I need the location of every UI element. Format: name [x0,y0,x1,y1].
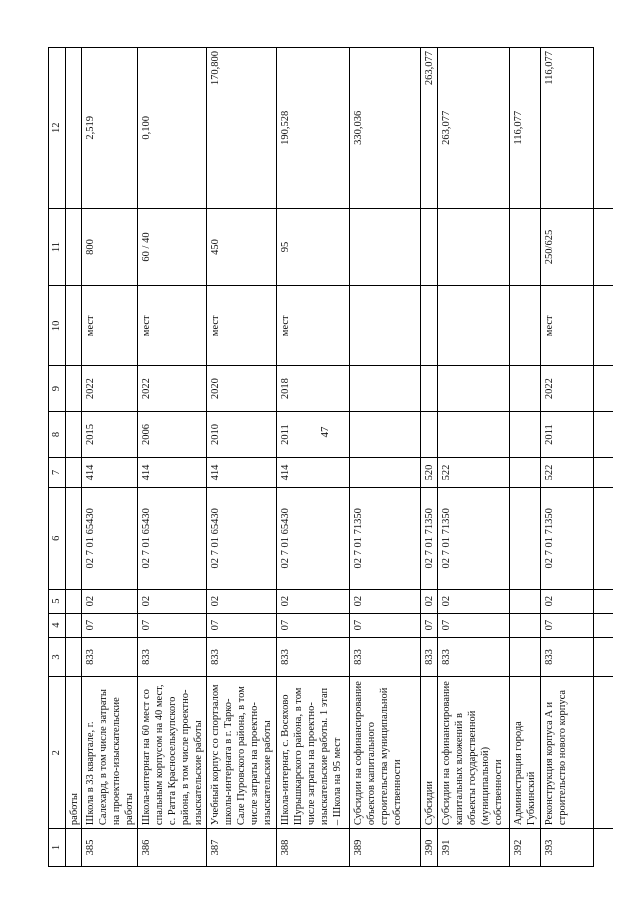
cell-unit [438,285,509,365]
cell-number: 389 [350,828,420,866]
cell-unit [350,285,420,365]
cell-type: 414 [82,457,137,487]
cell-code: 833 [138,637,206,677]
cell-section [66,613,81,637]
cell-amount: 2,519 [85,115,96,140]
cell-code: 833 [541,637,613,677]
cell-type: 520 [421,457,437,487]
cell-code: 833 [421,637,437,677]
cell-amount: 263,077 [424,51,435,86]
cell-type: 522 [438,457,509,487]
cell-capacity [438,208,509,286]
cell-target: 02 7 01 65430 [138,487,206,589]
cell-type: 414 [277,457,349,487]
cell-target: 02 7 01 71350 [438,487,509,589]
cell-number: 392 [510,828,540,866]
cell-capacity [66,208,81,286]
cell-number: 391 [438,828,509,866]
header-col-10: 10 [49,285,65,365]
header-col-4: 4 [49,613,65,637]
cell-capacity: 95 [277,208,349,286]
cell-end: 2022 [82,365,137,411]
cell-subsection [510,589,540,613]
cell-number: 386 [138,828,206,866]
cell-amount: 330,036 [353,110,364,145]
cell-number [66,828,81,866]
cell-section [510,613,540,637]
table-row [82,48,138,866]
cell-subsection: 02 [138,589,206,613]
cell-unit: мест [207,285,276,365]
cell-number: 388 [277,828,349,866]
cell-subsection: 02 [350,589,420,613]
cell-name: Школа в 33 квартале, г. Салехард, в том числе затраты на проектно-изыскательские работы [82,676,137,828]
cell-start [350,411,420,457]
header-col-8: 8 [49,411,65,457]
cell-start: 2011 [277,411,349,457]
cell-target [66,487,81,589]
header-col-1: 1 [49,828,65,866]
header-col-3: 3 [49,637,65,677]
cell-code: 833 [207,637,276,677]
cell-section: 07 [138,613,206,637]
table-row [510,48,541,866]
cell-subsection: 02 [82,589,137,613]
table-row [438,48,510,866]
cell-unit: мест [277,285,349,365]
table-row [207,48,277,866]
cell-end: 2022 [541,365,613,411]
table-row [350,48,421,866]
cell-end: 2018 [277,365,349,411]
cell-subsection [66,589,81,613]
cell-name: Учебный корпус со спортзалом школы-интерната в г. Тарко-Сале Пуровского района, в том числе затраты на проектно-изыскательские работы [207,676,276,828]
cell-target [510,487,540,589]
cell-unit [66,285,81,365]
cell-subsection: 02 [541,589,613,613]
cell-target: 02 7 01 65430 [277,487,349,589]
cell-subsection: 02 [438,589,509,613]
cell-capacity: 800 [82,208,137,286]
cell-name: Школа-интернат на 60 мест со спальным корпусом на 40 мест, с. Ратта Красноселькупского района, в том числе проектно-изыскательские работы [138,676,206,828]
cell-type: 522 [541,457,613,487]
cell-end [421,365,437,411]
cell-target: 02 7 01 65430 [207,487,276,589]
cell-code [510,637,540,677]
cell-subsection: 02 [421,589,437,613]
cell-start: 2006 [138,411,206,457]
page-number: 47 [319,426,331,438]
cell-start [438,411,509,457]
cell-amount: 190,528 [280,110,291,145]
cell-start [510,411,540,457]
cell-section: 07 [207,613,276,637]
cell-target: 02 7 01 71350 [421,487,437,589]
cell-start [421,411,437,457]
cell-capacity: 250/625 [541,208,613,286]
cell-end [66,365,81,411]
cell-capacity [421,208,437,286]
cell-start [66,411,81,457]
cell-name: Администрация города Губкинский [510,676,540,828]
cell-amount: 0,100 [141,115,152,140]
cell-subsection: 02 [277,589,349,613]
cell-amount: 116,077 [513,110,524,145]
cell-capacity [510,208,540,286]
cell-number: 390 [421,828,437,866]
table-header-row [49,48,66,866]
cell-section: 07 [277,613,349,637]
cell-type [66,457,81,487]
cell-number: 385 [82,828,137,866]
cell-target: 02 7 01 71350 [541,487,613,589]
cell-start: 2011 [541,411,613,457]
cell-number: 393 [541,828,613,866]
header-col-12: 12 [51,122,62,134]
cell-section: 07 [541,613,613,637]
budget-table [48,47,594,867]
cell-subsection: 02 [207,589,276,613]
cell-end [510,365,540,411]
cell-amount: 170,800 [210,51,221,86]
cell-unit: мест [541,285,613,365]
header-col-11: 11 [49,208,65,286]
cell-target: 02 7 01 71350 [350,487,420,589]
cell-name: Школа-интернат, с. Восяхово Шурышкарского района, в том числе затраты на проектно-изыскательские работы. 1 этап – Школа на 95 мест [277,676,349,828]
table-row [277,48,350,866]
header-col-5: 5 [49,589,65,613]
cell-capacity: 450 [207,208,276,286]
cell-amount: 116,077 [544,51,555,85]
cell-name: Реконструкция корпуса А и строительство нового корпуса [541,676,613,828]
cell-type: 414 [207,457,276,487]
cell-section: 07 [82,613,137,637]
cell-unit: мест [82,285,137,365]
cell-type: 414 [138,457,206,487]
cell-end [438,365,509,411]
cell-code: 833 [277,637,349,677]
cell-end: 2022 [138,365,206,411]
cell-name: работы [66,676,81,828]
cell-section: 07 [438,613,509,637]
cell-name: Субсидии [421,676,437,828]
table-row [66,48,82,866]
cell-amount [66,48,81,208]
cell-name: Субсидии на софинансирование объектов капитального строительства муниципальной собственности [350,676,420,828]
cell-amount: 263,077 [441,110,452,145]
table-row [421,48,438,866]
cell-start: 2015 [82,411,137,457]
cell-code: 833 [438,637,509,677]
header-col-9: 9 [49,365,65,411]
cell-capacity: 60 / 40 [138,208,206,286]
cell-name: Субсидии на софинансирование капитальных вложений в объекты государственной (муниципальной) собственности [438,676,509,828]
header-col-2: 2 [49,676,65,828]
cell-type [510,457,540,487]
cell-target: 02 7 01 65430 [82,487,137,589]
cell-section: 07 [350,613,420,637]
cell-code: 833 [350,637,420,677]
header-col-7: 7 [49,457,65,487]
cell-unit: мест [138,285,206,365]
cell-capacity [350,208,420,286]
cell-end [350,365,420,411]
cell-start: 2010 [207,411,276,457]
table-row [541,48,613,866]
cell-type [350,457,420,487]
cell-unit [510,285,540,365]
cell-unit [421,285,437,365]
cell-code: 833 [82,637,137,677]
cell-end: 2020 [207,365,276,411]
cell-section: 07 [421,613,437,637]
header-col-6: 6 [49,487,65,589]
cell-code [66,637,81,677]
table-row [138,48,207,866]
cell-number: 387 [207,828,276,866]
